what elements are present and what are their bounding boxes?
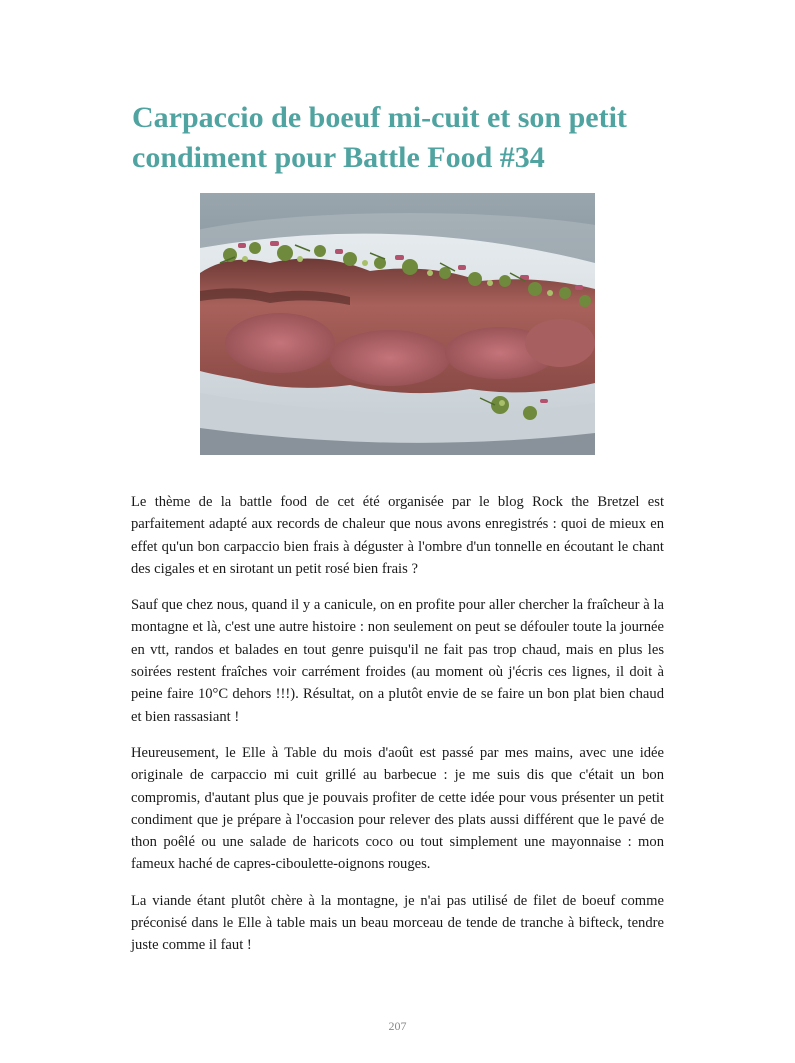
paragraph-canicule: Sauf que chez nous, quand il y a canicule, on en profite pour aller chercher la fraîcheur à la montagne et là, c'est une autre histoire : non seulement on peut se défouler toute la journée en vtt, randos et balades en tout genre puisqu'il ne fait pas trop chaud, mais en plus les soirées restent fraîches voir carrément froides (au moment où j'écris ces lignes, il doit à peine faire 10°C dehors !!!). Résultat, on a plutôt envie de se faire un bon plat bien chaud et bien rassasiant ! — [131, 597, 664, 725]
photo-illustration — [200, 193, 595, 455]
page-number: 207 — [388, 1019, 407, 1033]
paragraph-viande: La viande étant plutôt chère à la montagne, je n'ai pas utilisé de filet de boeuf comme préconisé dans le Elle à table mais un beau morceau de tende de tranche à bifteck, tendre juste comme il faut ! — [131, 892, 664, 954]
paragraph-elle-a-table: Heureusement, le Elle à Table du mois d'août est passé par mes mains, avec une idée originale de carpaccio mi cuit grillé au barbecue : je me suis dis que c'était un bon compromis, d'autant plus que je pouvais profiter de cette idée pour vous présenter un petit condiment que je prépare à l'occasion pour relever des plats aussi différent que le pavé de thon poêlé ou une salade de haricots coco ou tout simplement une mayonnaise : mon fameux haché de capres-ciboulette-oignons rouges. — [131, 744, 664, 873]
article-body — [131, 491, 664, 971]
page-title: Carpaccio de boeuf mi-cuit et son petit condiment pour Battle Food #34 — [132, 101, 627, 174]
paragraph-intro: Le thème de la battle food de cet été organisée par le blog Rock the Bretzel est parfaitement adapté aux records de chaleur que nous avons enregistrés : quoi de mieux en effet qu'un bon carpaccio bien frais à déguster à l'ombre d'un tonnelle en écoutant le chant des cigales et en sirotant un petit rosé bien frais ? — [131, 494, 664, 577]
beef-carpaccio-photo — [200, 193, 595, 455]
